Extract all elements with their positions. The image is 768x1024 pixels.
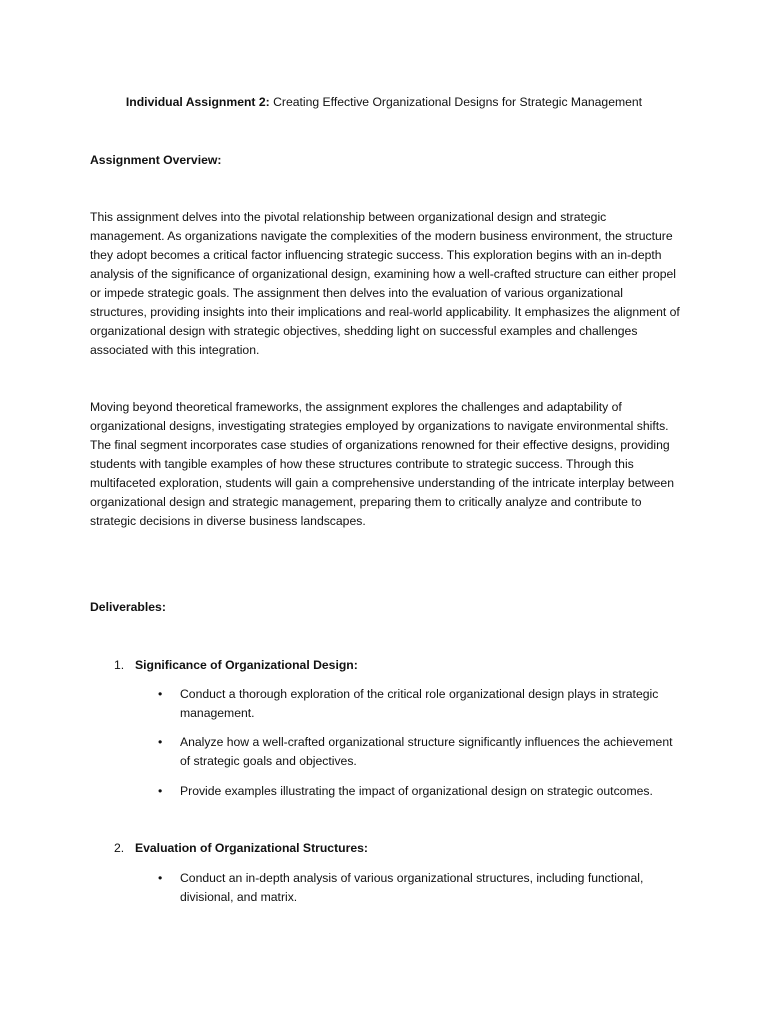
overview-heading: Assignment Overview: <box>90 153 222 167</box>
bullet-icon: • <box>158 871 163 885</box>
bullet-icon: • <box>158 735 163 749</box>
bullet-text: Conduct a thorough exploration of the critical role organizational design plays in strategic management. <box>180 687 659 720</box>
item-title: Significance of Organizational Design: <box>135 658 358 672</box>
document-title <box>0 93 768 111</box>
bullet-icon: • <box>158 687 163 701</box>
deliverables-heading: Deliverables: <box>90 600 166 614</box>
bullet-icon: • <box>158 784 163 798</box>
item-number: 1. <box>114 658 125 672</box>
deliverable-item-1 <box>114 656 358 674</box>
overview-paragraph-1: This assignment delves into the pivotal relationship between organizational design and strategic management. As organizations navigate the complexities of the modern business environment, the structure they adopt becomes a critical factor influencing strategic success. This exploration begins with an in-depth analysis of the significance of organizational design, examining how a well-crafted structure can either propel or impede strategic goals. The assignment then delves into the evaluation of various organizational structures, providing insights into their implications and real-world applicability. It emphasizes the alignment of organizational design with strategic objectives, shedding light on successful examples and challenges associated with this integration. <box>90 210 680 357</box>
bullet-text: Conduct an in-depth analysis of various organizational structures, including functional, divisional, and matrix. <box>180 871 644 904</box>
title-bold: Individual Assignment 2: <box>125 95 270 109</box>
item-title: Evaluation of Organizational Structures: <box>135 841 368 855</box>
overview-paragraph-2: Moving beyond theoretical frameworks, the assignment explores the challenges and adaptability of organizational designs, investigating strategies employed by organizations to navigate environmental shifts. The final segment incorporates case studies of organizations renowned for their effective designs, providing students with tangible examples of how these structures contribute to strategic success. Through this multifaceted exploration, students will gain a comprehensive understanding of the intricate interplay between organizational design and strategic management, preparing them to critically analyze and contribute to strategic decisions in diverse business landscapes. <box>90 400 674 528</box>
title-rest: Creating Effective Organizational Designs for Strategic Management <box>269 95 643 109</box>
item-number: 2. <box>114 841 125 855</box>
deliverable-item-2 <box>114 839 368 857</box>
bullet-text: Provide examples illustrating the impact of organizational design on strategic outcomes. <box>180 784 653 798</box>
bullet-text: Analyze how a well-crafted organizational structure significantly influences the achievement of strategic goals and objectives. <box>180 735 673 768</box>
